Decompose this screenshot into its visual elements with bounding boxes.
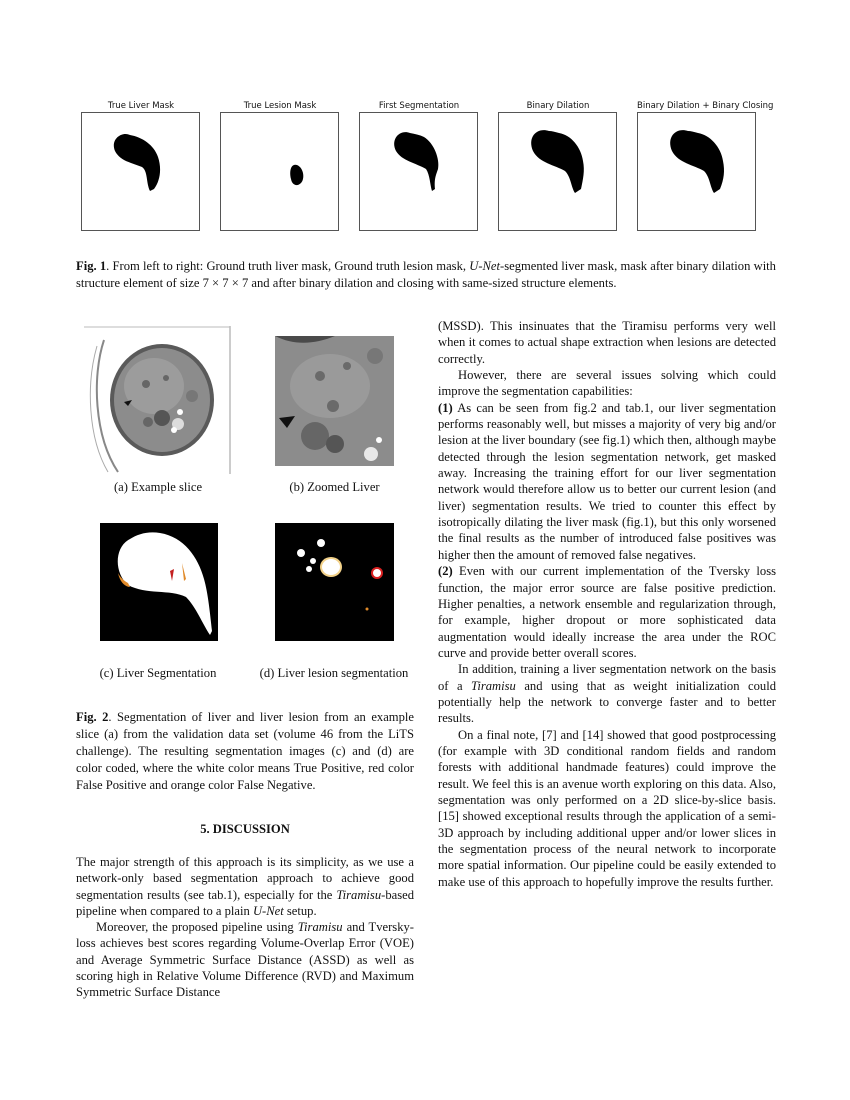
fig2-subcaption-b: (b) Zoomed Liver (289, 480, 380, 494)
text-run: Even with our current implementation of the Tversky loss function, the major error source are false positive prediction. Higher penalties, a network ensemble and regularization through, for example, higher dropout or more sophisticated data augmentation would ideally increase the area under the ROC curve and provide better overall scores. (438, 564, 776, 660)
section-heading: 5. DISCUSSION (200, 822, 290, 836)
first-segmentation-image (359, 112, 478, 231)
fig1-caption-text: . From left to right: Ground truth liver mask, Ground truth lesion mask, (106, 259, 470, 273)
fig2-caption-label: Fig. 2 (76, 710, 109, 724)
text-run: As can be seen from fig.2 and tab.1, our liver segmentation performs reasonably well, but misses a majority of very big and/or lesion at the liver boundary (see fig.1) which then, although maybe detected through the lesion segmentation network, get masked away. Increasing the training effort for our liver segmentation network would therefore allow us to better our current lesion (and liver) segmentation results. We tried to counter this effect by isotropically dilating the liver mask (fig.1), but this only worsened the final results as the number of introduced false positives was higher then the amount of removed false negatives. (438, 400, 776, 562)
fig1-title: Binary Dilation (526, 101, 590, 111)
fig1-panel-true-liver (81, 100, 201, 231)
text-run: setup. (283, 903, 317, 918)
fig2-subcaption-d: (d) Liver lesion segmentation (259, 666, 409, 680)
lesion-mask-image (220, 112, 339, 231)
liver-mask-image (81, 112, 200, 231)
fig1-panel-first-segmentation (359, 100, 479, 231)
fig2-subcaption-a: (a) Example slice (113, 480, 203, 494)
fig2-caption-text: . Segmentation of liver and liver lesion from an example slice (a) from the validation data set (volume 46 from the LiTS challenge). The resulting segmentation images (c) and (d) are color coded, where the white color means True Positive, red color False Positive and orange color False Negative. (76, 710, 414, 792)
text-run: and Tversky-loss achieves best scores regarding Volume-Overlap Error (VOE) and Average Symmetric Surface Distance (ASSD) as well as scoring high in Relative Volume Difference (RVD) and Maximum Symmetric Surface Distance (76, 920, 414, 1000)
fig1-panel-binary-dilation (498, 100, 618, 231)
paragraph (438, 563, 776, 661)
fig1-caption-label: Fig. 1 (76, 259, 107, 273)
text-italic: Tiramisu (297, 920, 343, 935)
item-label: (1) (438, 400, 453, 415)
fig1-panel-dilation-closing (637, 100, 774, 231)
text-run: and using that as weight initialization could potentially help the network to converge faster and to better results. (438, 678, 776, 726)
fig1-caption (76, 258, 776, 292)
text-italic: U-Net (252, 903, 284, 918)
paragraph: On a final note, [7] and [14] showed that good postprocessing (for example with 3D conditional random fields and random forests with additional handmade features) could improve the result. We feel this is an avenue worth exploring on this data. Also, segmentation was only performed on a 2D slice-by-slice basis. [15] showed exceptional results through the application of a semi-3D approach by including additional upper and/or lower slices in the segmentation process of the neural network to incorporate more spatial information. Our pipeline could be easily extended to make use of this approach to hopefully improve the results further. (438, 727, 776, 889)
zoomed-liver-image (275, 336, 394, 466)
paragraph (76, 854, 414, 919)
left-column-text (76, 854, 414, 1001)
fig1-panel-true-lesion (220, 100, 340, 231)
paragraph (438, 661, 776, 726)
fig2-subcaption-c: (c) Liver Segmentation (99, 666, 217, 680)
fig1-caption-text-end: -segmented liver mask, mask after binary dilation with structure element of size 7 × 7 × 7 and after binary dilation and closing with same-sized structure elements. (76, 259, 776, 290)
fig1-title: True Lesion Mask (243, 101, 317, 111)
text-italic: Tiramisu (471, 678, 516, 693)
text-run: The major strength of this approach is its simplicity, as we use a network-only based segmentation approach to achieve good segmentation results (see tab.1), especially for the (76, 855, 414, 902)
fig1-title: True Liver Mask (107, 101, 175, 111)
fig1-caption-unet: U-Net (469, 259, 501, 273)
fig1-title: Binary Dilation + Binary Closing (637, 101, 774, 111)
fig2-caption (76, 709, 414, 794)
text-italic: Tiramisu (336, 887, 382, 902)
dilation-closing-image (637, 112, 756, 231)
binary-dilation-image (498, 112, 617, 231)
text-run: Moreover, the proposed pipeline using (96, 920, 298, 935)
paragraph (438, 400, 776, 563)
paragraph: (MSSD). This insinuates that the Tiramisu performs very well when it comes to actual shape extraction when lesions are detected correctly. (438, 319, 776, 366)
lesion-segmentation-image (275, 523, 394, 641)
item-label: (2) (438, 564, 453, 579)
paragraph: However, there are several issues solving which could improve the segmentation capabilities: (438, 368, 776, 399)
fig1-title: First Segmentation (378, 101, 460, 111)
text-run: In addition, training a liver segmentation network on the basis of a (438, 662, 776, 693)
text-run: -based pipeline when compared to a plain (76, 887, 414, 918)
liver-segmentation-image (100, 523, 218, 641)
example-slice-image (84, 326, 232, 474)
right-column-text (438, 318, 776, 890)
paragraph (76, 919, 414, 1000)
